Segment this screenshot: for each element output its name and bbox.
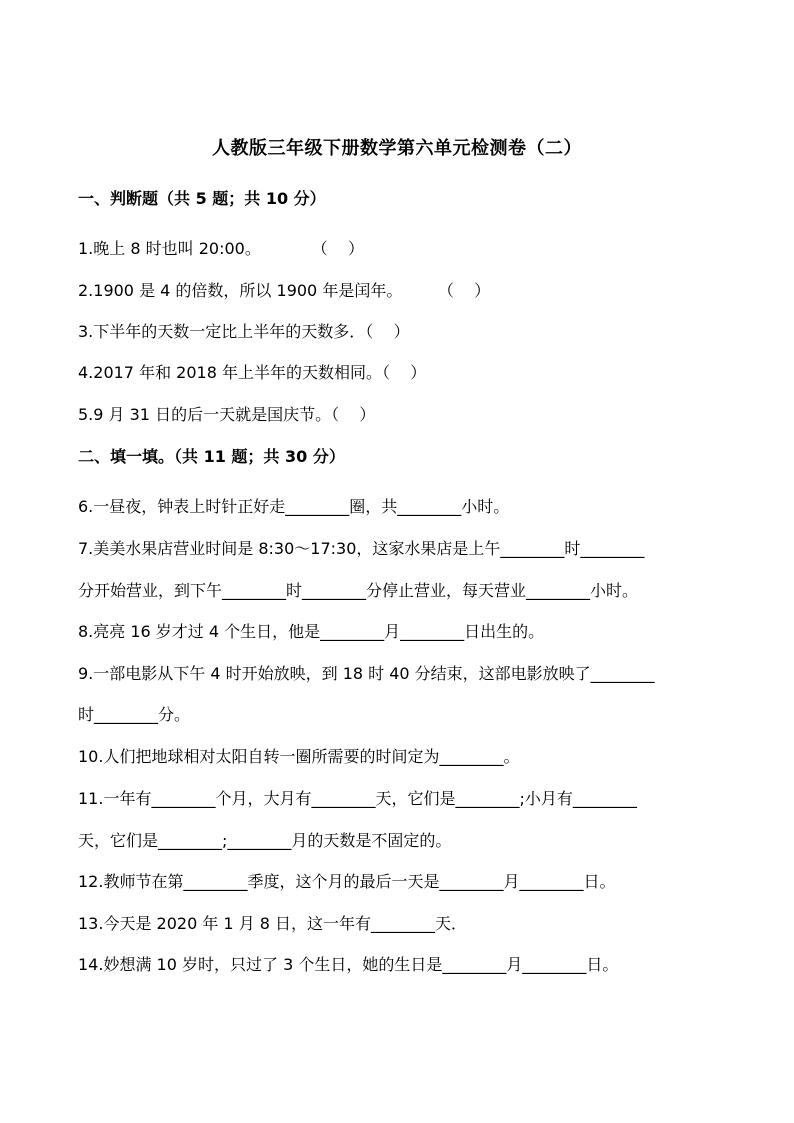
question-4: 4.2017 年和 2018 年上半年的天数相同。（ ） [78, 363, 427, 382]
question-12: 12.教师节在第________季度，这个月的最后一天是________月________日。 [78, 872, 616, 891]
section-heading-judgment: 一、判断题（共 5 题；共 10 分） [78, 189, 326, 208]
question-14: 14.妙想满 10 岁时，只过了 3 个生日，她的生日是________月________日。 [78, 955, 619, 974]
page-title: 人教版三年级下册数学第六单元检测卷（二） [212, 138, 582, 159]
question-1: 1.晚上 8 时也叫 20:00。 （ ） [78, 239, 365, 258]
question-8: 8.亮亮 16 岁才过 4 个生日，他是________月________日出生的。 [78, 622, 545, 641]
question-9-line-2: 时________分。 [78, 705, 191, 724]
question-13: 13.今天是 2020 年 1 月 8 日，这一年有________天． [78, 914, 468, 933]
question-11-line-2: 天，它们是________;________月的天数是不固定的。 [78, 831, 452, 850]
question-3: 3.下半年的天数一定比上半年的天数多．（ ） [78, 322, 410, 341]
question-5: 5.9 月 31 日的后一天就是国庆节。（ ） [78, 405, 376, 424]
question-6: 6.一昼夜，钟表上时针正好走________圈，共________小时。 [78, 497, 510, 516]
question-9-line-1: 9.一部电影从下午 4 时开始放映，到 18 时 40 分结束，这部电影放映了________ [78, 664, 655, 683]
question-10: 10.人们把地球相对太阳自转一圈所需要的时间定为________。 [78, 747, 520, 766]
question-7-line-1: 7.美美水果店营业时间是 8:30～17:30，这家水果店是上午________时________ [78, 539, 645, 558]
section-heading-fill-in: 二、填一填。（共 11 题；共 30 分） [78, 447, 345, 466]
question-7-line-2: 分开始营业，到下午________时________分停止营业，每天营业________小时。 [78, 581, 639, 600]
question-11-line-1: 11.一年有________个月，大月有________天，它们是________;小月有________ [78, 789, 637, 808]
question-2: 2.1900 是 4 的倍数，所以 1900 年是闰年。 （ ） [78, 281, 491, 300]
